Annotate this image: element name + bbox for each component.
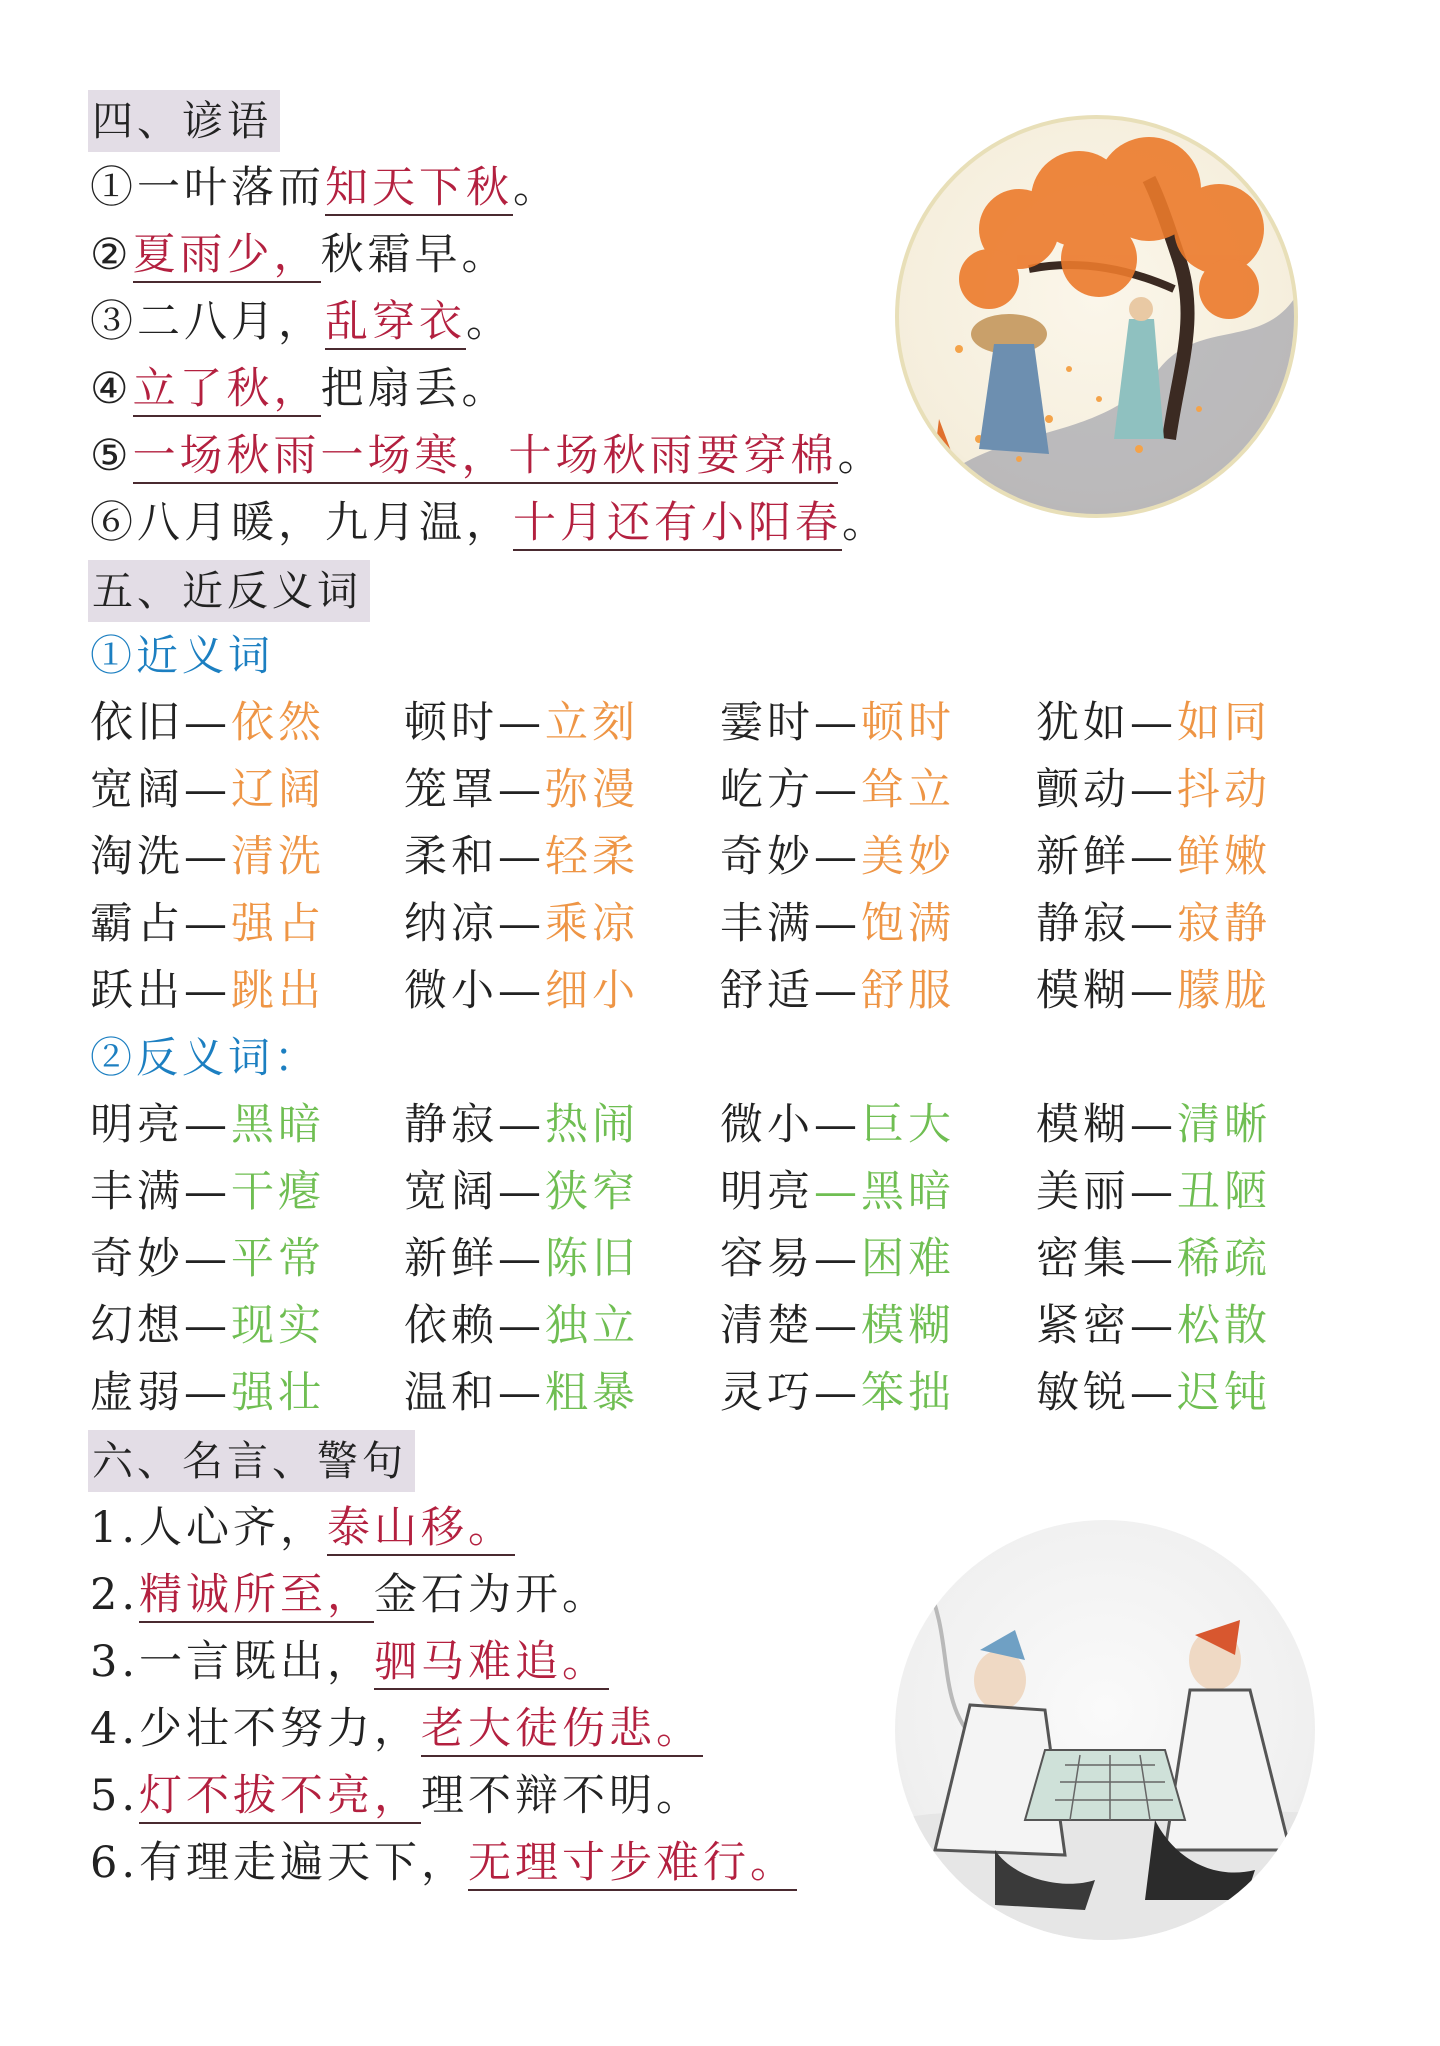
proverb-prefix: ④: [90, 364, 133, 414]
proverb-line: [90, 160, 560, 216]
word-answer: 美妙: [861, 832, 955, 882]
saying-suffix: 理不辩不明。: [421, 1771, 704, 1821]
word: 舒适—: [720, 966, 861, 1016]
word: 静寂—: [1036, 899, 1177, 949]
saying-prefix: 6.有理走遍天下，: [90, 1838, 469, 1888]
proverb-line: [90, 227, 509, 283]
word-answer: 笨拙: [861, 1368, 955, 1418]
word-answer: 热闹: [545, 1100, 639, 1150]
word-answer: 依然: [231, 698, 325, 748]
word-answer: 舒服: [861, 966, 955, 1016]
word: 模糊—: [1036, 1100, 1177, 1150]
word-answer: 松散: [1177, 1301, 1271, 1351]
word-answer: 现实: [231, 1301, 325, 1351]
word: 新鲜—: [1036, 832, 1177, 882]
word-pair: [720, 1231, 955, 1287]
word-pair: [1036, 1365, 1271, 1421]
word: 微小—: [404, 966, 545, 1016]
word-pair: [1036, 1097, 1271, 1153]
word-answer: 立刻: [545, 698, 639, 748]
word-pair: [720, 896, 955, 952]
section-heading-famous-sayings: 六、名言、警句: [88, 1430, 415, 1492]
word-answer: 耸立: [861, 765, 955, 815]
word: 丰满—: [90, 1167, 231, 1217]
word: 密集—: [1036, 1234, 1177, 1284]
word-answer: 黑暗: [231, 1100, 325, 1150]
saying-line: [90, 1835, 797, 1891]
proverb-prefix: ③二八月，: [90, 297, 325, 347]
word: 模糊—: [1036, 966, 1177, 1016]
saying-suffix: 金石为开。: [374, 1570, 610, 1620]
proverb-prefix: ②: [90, 230, 133, 280]
word: 容易—: [720, 1234, 861, 1284]
word-pair: [404, 1365, 639, 1421]
proverb-prefix: ⑤: [90, 431, 133, 481]
saying-answer: 老大徒伤悲。: [421, 1703, 703, 1757]
word-pair: [90, 1231, 325, 1287]
word-pair: [1036, 1164, 1271, 1220]
word: 跃出—: [90, 966, 231, 1016]
word: 霎时—: [720, 698, 861, 748]
word-pair: [720, 1365, 955, 1421]
word: 美丽—: [1036, 1167, 1177, 1217]
word-pair: [720, 829, 955, 885]
word: 霸占—: [90, 899, 231, 949]
word-answer: 独立: [545, 1301, 639, 1351]
word: 宽阔—: [404, 1167, 545, 1217]
proverb-answer: 立了秋，: [133, 363, 321, 417]
proverb-suffix: 。: [466, 297, 513, 347]
word: 柔和—: [404, 832, 545, 882]
word-pair: [404, 695, 639, 751]
word-answer: 干瘪: [231, 1167, 325, 1217]
word-answer: 饱满: [861, 899, 955, 949]
saying-answer: 泰山移。: [327, 1502, 515, 1556]
word: 幻想—: [90, 1301, 231, 1351]
word-pair: [720, 963, 955, 1019]
proverb-suffix: 。: [842, 498, 889, 548]
word: 纳凉—: [404, 899, 545, 949]
proverb-prefix: ⑥八月暖，九月温，: [90, 498, 513, 548]
word-answer: 跳出: [231, 966, 325, 1016]
word-pair: [90, 1365, 325, 1421]
section-heading-proverbs: 四、谚语: [88, 90, 280, 152]
word: 宽阔—: [90, 765, 231, 815]
proverb-line: [90, 294, 513, 350]
proverb-suffix: 秋霜早。: [320, 230, 509, 280]
word-pair: [404, 829, 639, 885]
word-answer: 抖动: [1177, 765, 1271, 815]
word-answer: 平常: [231, 1234, 325, 1284]
word: 颤动—: [1036, 765, 1177, 815]
word-answer: 寂静: [1177, 899, 1271, 949]
word-answer: 陈旧: [545, 1234, 639, 1284]
saying-line: [90, 1701, 703, 1757]
word: 顿时—: [404, 698, 545, 748]
subheading-antonyms: ②反义词：: [90, 1033, 321, 1082]
word-pair: [720, 1097, 955, 1153]
word-pair: [720, 695, 955, 751]
word-answer: 顿时: [861, 698, 955, 748]
word-answer: 鲜嫩: [1177, 832, 1271, 882]
word-pair: [90, 762, 325, 818]
word: 奇妙—: [90, 1234, 231, 1284]
word-answer: 巨大: [861, 1100, 955, 1150]
proverb-prefix: ①一叶落而: [90, 163, 325, 213]
proverb-answer: 知天下秋: [325, 162, 513, 216]
word-pair: [720, 762, 955, 818]
word: 灵巧—: [720, 1368, 861, 1418]
word-pair: [90, 896, 325, 952]
word-answer: 轻柔: [545, 832, 639, 882]
subheading-synonyms: ①近义词: [90, 631, 275, 680]
word-pair: [1036, 695, 1271, 751]
chess-scene-drawing: [895, 1520, 1315, 1940]
saying-line: [90, 1634, 609, 1690]
word-answer: 丑陋: [1177, 1167, 1271, 1217]
saying-answer: 精诚所至，: [139, 1569, 374, 1623]
word-answer: 清洗: [231, 832, 325, 882]
word: 淘洗—: [90, 832, 231, 882]
saying-prefix: 2.: [90, 1570, 140, 1620]
word-answer: 细小: [545, 966, 639, 1016]
word-pair: [404, 1097, 639, 1153]
word: 笼罩—: [404, 765, 545, 815]
word-answer: 如同: [1177, 698, 1271, 748]
word-pair: [1036, 1231, 1271, 1287]
word-answer: 辽阔: [231, 765, 325, 815]
word-pair: [720, 1164, 955, 1220]
saying-prefix: 1.人心齐，: [90, 1503, 328, 1553]
word: 紧密—: [1036, 1301, 1177, 1351]
autumn-painting-illustration: [895, 115, 1298, 518]
word-pair: [404, 963, 639, 1019]
proverb-suffix: 。: [837, 431, 885, 481]
word-pair: [404, 1298, 639, 1354]
word-answer: 弥漫: [545, 765, 639, 815]
word: 敏锐—: [1036, 1368, 1177, 1418]
word-pair: [1036, 963, 1271, 1019]
autumn-scene-drawing: [899, 119, 1294, 514]
word-answer: 狭窄: [545, 1167, 639, 1217]
word: 明亮: [720, 1167, 814, 1217]
word-answer: 模糊: [861, 1301, 955, 1351]
proverb-suffix: 把扇丢。: [320, 364, 509, 414]
word-pair: [90, 695, 325, 751]
word-answer: —黑暗: [814, 1167, 955, 1217]
saying-prefix: 3.一言既出，: [90, 1637, 375, 1687]
word-pair: [404, 762, 639, 818]
word-answer: 朦胧: [1177, 966, 1271, 1016]
word-pair: [1036, 829, 1271, 885]
word-pair: [720, 1298, 955, 1354]
saying-line: [90, 1500, 515, 1556]
word-answer: 乘凉: [545, 899, 639, 949]
word-pair: [90, 1164, 325, 1220]
word-answer: 清晰: [1177, 1100, 1271, 1150]
proverb-answer: 一场秋雨一场寒，十场秋雨要穿棉: [133, 430, 838, 484]
word-pair: [1036, 1298, 1271, 1354]
word: 温和—: [404, 1368, 545, 1418]
proverb-line: [90, 495, 889, 551]
saying-answer: 驷马难追。: [374, 1636, 609, 1690]
saying-line: [90, 1768, 703, 1824]
word: 虚弱—: [90, 1368, 231, 1418]
saying-prefix: 5.: [90, 1771, 140, 1821]
word-pair: [404, 1231, 639, 1287]
saying-prefix: 4.少壮不努力，: [90, 1704, 422, 1754]
word: 丰满—: [720, 899, 861, 949]
proverb-line: [90, 361, 509, 417]
word-answer: 迟钝: [1177, 1368, 1271, 1418]
saying-answer: 灯不拔不亮，: [139, 1770, 421, 1824]
proverb-line: [90, 428, 885, 484]
word-answer: 强占: [231, 899, 325, 949]
word: 屹方—: [720, 765, 861, 815]
proverb-suffix: 。: [513, 163, 560, 213]
saying-answer: 无理寸步难行。: [468, 1837, 797, 1891]
word-answer: 强壮: [231, 1368, 325, 1418]
word-pair: [90, 963, 325, 1019]
proverb-answer: 乱穿衣: [325, 296, 466, 350]
word: 犹如—: [1036, 698, 1177, 748]
word-answer: 困难: [861, 1234, 955, 1284]
word: 明亮—: [90, 1100, 231, 1150]
word-pair: [90, 1298, 325, 1354]
word-pair: [404, 896, 639, 952]
saying-line: [90, 1567, 609, 1623]
word-pair: [90, 1097, 325, 1153]
proverb-answer: 十月还有小阳春: [513, 497, 842, 551]
word-pair: [404, 1164, 639, 1220]
word-answer: 粗暴: [545, 1368, 639, 1418]
word: 清楚—: [720, 1301, 861, 1351]
word: 微小—: [720, 1100, 861, 1150]
word: 依旧—: [90, 698, 231, 748]
chess-players-painting-illustration: [895, 1520, 1315, 1940]
word-pair: [1036, 762, 1271, 818]
word: 新鲜—: [404, 1234, 545, 1284]
word-pair: [1036, 896, 1271, 952]
word: 静寂—: [404, 1100, 545, 1150]
word: 依赖—: [404, 1301, 545, 1351]
section-heading-synonyms-antonyms: 五、近反义词: [88, 560, 370, 622]
proverb-answer: 夏雨少，: [133, 229, 321, 283]
word-answer: 稀疏: [1177, 1234, 1271, 1284]
word: 奇妙—: [720, 832, 861, 882]
word-pair: [90, 829, 325, 885]
